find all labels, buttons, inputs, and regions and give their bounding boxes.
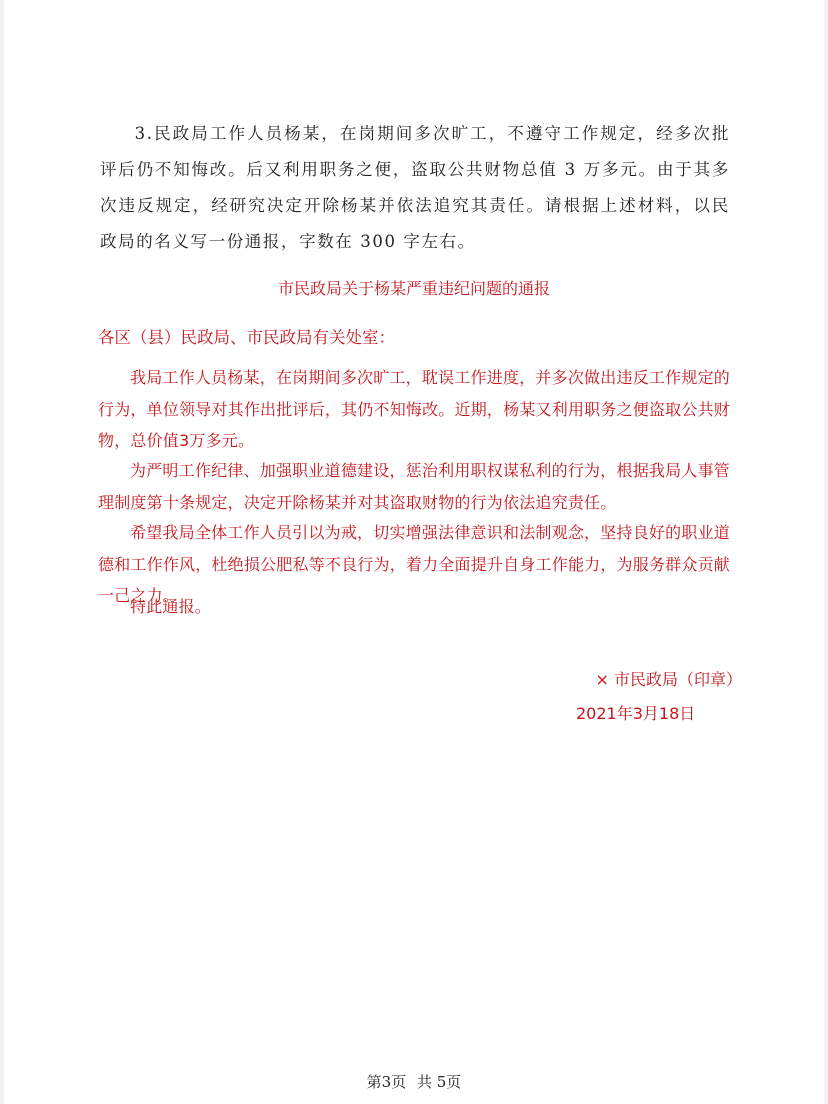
notice-title: 市民政局关于杨某严重违纪问题的通报	[277, 279, 550, 298]
total-pages-label: 共 5页	[417, 1073, 462, 1091]
notice-paragraph: 我局工作人员杨某，在岗期间多次旷工，耽误工作进度，并多次做出违反工作规定的行为，单位领导对其作出批评后，其仍不知悔改。近期，杨某又利用职务之便盗取公共财物，总价值3万多元。	[98, 368, 730, 450]
question-paragraph: 3.民政局工作人员杨某，在岗期间多次旷工，不遵守工作规定，经多次批评后仍不知悔改。后又利用职务之便，盗取公共财物总值 3 万多元。由于其多次违反规定，经研究决定开除杨某并依法追究其责任。请根据上述材料，以民政局的名义写一份通报，字数在 300 字左右。	[100, 124, 730, 251]
notice-paragraph: 为严明工作纪律、加强职业道德建设，惩治利用职权谋私利的行为，根据我局人事管理制度第十条规定，决定开除杨某并对其盗取财物的行为依法追究责任。	[98, 461, 730, 512]
notice-salutation: 各区（县）民政局、市民政局有关处室：	[98, 328, 395, 347]
document-page	[4, 0, 824, 1104]
notice-signature: × 市民政局（印章）	[595, 670, 742, 689]
notice-date: 2021年3月18日	[576, 704, 696, 723]
notice-closing: 特此通报。	[130, 597, 212, 616]
page-footer	[4, 1071, 824, 1092]
current-page-label: 第3页	[366, 1073, 407, 1091]
notice-paragraph: 希望我局全体工作人员引以为戒，切实增强法律意识和法制观念，坚持良好的职业道德和工作作风，杜绝损公肥私等不良行为，着力全面提升自身工作能力，为服务群众贡献一己之力。	[98, 523, 730, 605]
